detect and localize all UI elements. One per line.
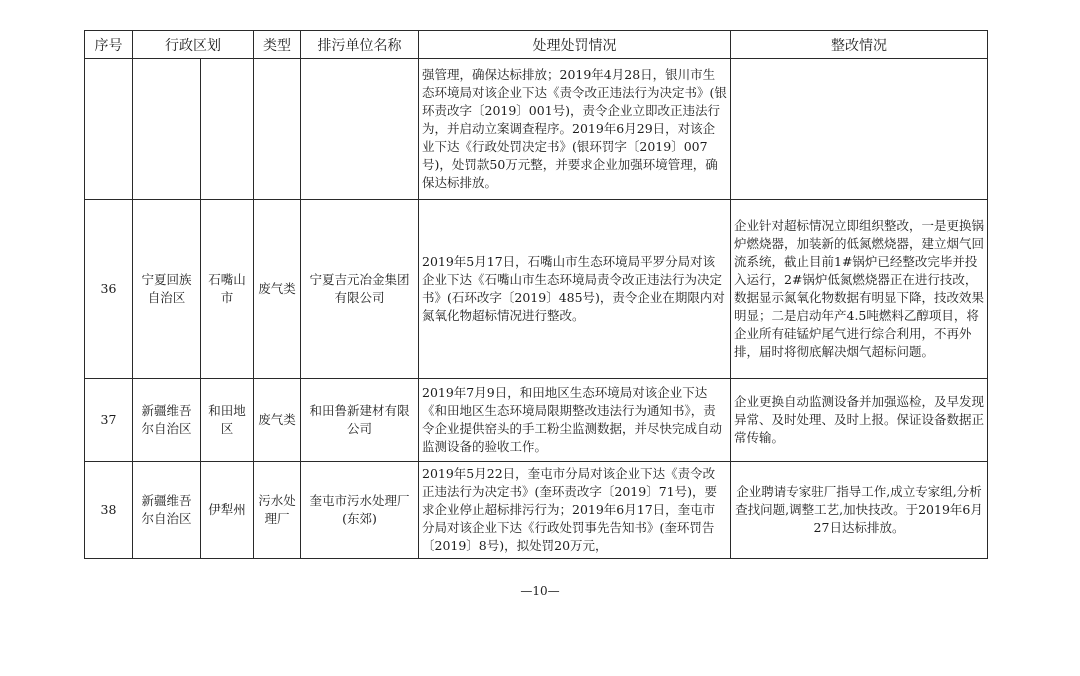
- cell-rectify: 企业更换自动监测设备并加强巡检，及早发现异常、及时处理、及时上报。保证设备数据正常传输。: [731, 379, 988, 462]
- cell-penalty: 2019年7月9日，和田地区生态环境局对该企业下达《和田地区生态环境局限期整改违法行为通知书》，责令企业提供窑头的手工粉尘监测数据，并尽快完成自动监测设备的验收工作。: [419, 379, 731, 462]
- header-rectify: 整改情况: [731, 31, 988, 59]
- cell-no: [85, 59, 133, 200]
- cell-no: 37: [85, 379, 133, 462]
- cell-unit: 和田鲁新建材有限公司: [301, 379, 419, 462]
- cell-type: 污水处理厂: [254, 462, 301, 559]
- cell-rectify: [731, 59, 988, 200]
- page-number: —10—: [520, 584, 560, 598]
- cell-unit: [301, 59, 419, 200]
- pollution-table-container: [84, 30, 987, 559]
- table-row: [85, 462, 988, 559]
- cell-no: 38: [85, 462, 133, 559]
- cell-region: 新疆维吾尔自治区: [133, 379, 201, 462]
- cell-type: [254, 59, 301, 200]
- cell-district: 伊犁州: [201, 462, 254, 559]
- table-row: [85, 379, 988, 462]
- cell-district: 石嘴山市: [201, 200, 254, 379]
- table-row: [85, 200, 988, 379]
- cell-type: 废气类: [254, 379, 301, 462]
- cell-penalty: 强管理，确保达标排放；2019年4月28日，银川市生态环境局对该企业下达《责令改正违法行为决定书》(银环责改字〔2019〕001号)，责令企业立即改正违法行为，并启动立案调查程序。2019年6月29日，对该企业下达《行政处罚决定书》(银环罚字〔2019〕007号)，处罚款50万元整，并要求企业加强环境管理，确保达标排放。: [419, 59, 731, 200]
- cell-unit: 奎屯市污水处理厂(东郊): [301, 462, 419, 559]
- header-unit: 排污单位名称: [301, 31, 419, 59]
- cell-region: 宁夏回族自治区: [133, 200, 201, 379]
- cell-district: 和田地区: [201, 379, 254, 462]
- header-no: 序号: [85, 31, 133, 59]
- cell-rectify: 企业聘请专家驻厂指导工作,成立专家组,分析查找问题,调整工艺,加快技改。于2019年6月27日达标排放。: [731, 462, 988, 559]
- cell-type: 废气类: [254, 200, 301, 379]
- header-type: 类型: [254, 31, 301, 59]
- cell-penalty: 2019年5月22日，奎屯市分局对该企业下达《责令改正违法行为决定书》(奎环责改字〔2019〕71号)，要求企业停止超标排污行为；2019年6月17日，奎屯市分局对该企业下达《行政处罚事先告知书》(奎环罚告〔2019〕8号)，拟处罚20万元，: [419, 462, 731, 559]
- table-row: [85, 59, 988, 200]
- cell-rectify: 企业针对超标情况立即组织整改，一是更换锅炉燃烧器，加装新的低氮燃烧器，建立烟气回流系统，截止目前1#锅炉已经整改完毕并投入运行，2#锅炉低氮燃烧器正在进行技改，数据显示氮氧化物数据有明显下降，技改效果明显；二是启动年产4.5吨燃料乙醇项目，将企业所有硅锰炉尾气进行综合利用，不再外排，届时将彻底解决烟气超标问题。: [731, 200, 988, 379]
- header-penalty: 处理处罚情况: [419, 31, 731, 59]
- cell-region: 新疆维吾尔自治区: [133, 462, 201, 559]
- cell-district: [201, 59, 254, 200]
- cell-penalty: 2019年5月17日，石嘴山市生态环境局平罗分局对该企业下达《石嘴山市生态环境局责令改正违法行为决定书》(石环改字〔2019〕485号)，责令企业在期限内对氮氧化物超标情况进行整改。: [419, 200, 731, 379]
- header-row: [85, 31, 988, 59]
- cell-region: [133, 59, 201, 200]
- cell-no: 36: [85, 200, 133, 379]
- cell-unit: 宁夏吉元冶金集团有限公司: [301, 200, 419, 379]
- pollution-table: [84, 30, 988, 559]
- header-region: 行政区划: [133, 31, 254, 59]
